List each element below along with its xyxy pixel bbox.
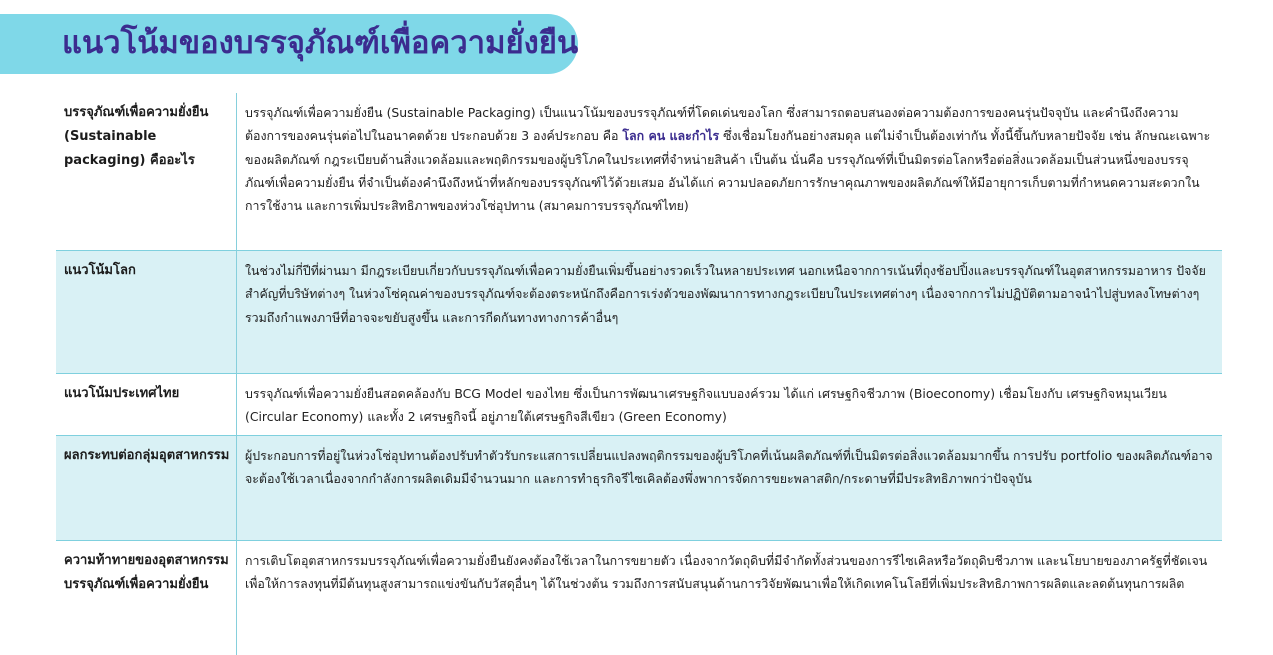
- row-content: บรรจุภัณฑ์เพื่อความยั่งยืนสอดคล้องกับ BCG Model ของไทย ซึ่งเป็นการพัฒนาเศรษฐกิจแบบองค์รวม ได้แก่ เศรษฐกิจชีวภาพ (Bioeconomy) เชื่อมโยงกับ เศรษฐกิจหมุนเวียน (Circular Economy) และทั้ง 2 เศรษฐกิจนี้ อยู่ภายใต้เศรษฐกิจสีเขียว (Green Economy): [245, 386, 1167, 425]
- row-content: ในช่วงไม่กี่ปีที่ผ่านมา มีกฎระเบียบเกี่ยวกับบรรจุภัณฑ์เพื่อความยั่งยืนเพิ่มขึ้นอย่างรวดเร็วในหลายประเทศ นอกเหนือจากการเน้นที่ถุงช้อปปิ้งและบรรจุภัณฑ์ในอุตสาหกรรมอาหาร ปัจจัยสำคัญที่บริษัทต่างๆ ในห่วงโซ่คุณค่าของบรรจุภัณฑ์จะต้องตระหนักถึงคือการเร่งตัวของพัฒนาการทางกฎระเบียบในประเทศต่างๆ เนื่องจากการไม่ปฏิบัติตามอาจนำไปสู่บทลงโทษต่างๆ รวมถึงกำแพงภาษีที่อาจจะขยับสูงขึ้น และการกีดกันทางทางการค้าอื่นๆ: [245, 263, 1206, 325]
- info-table: [56, 93, 1222, 655]
- table-row-thailand-trend: [56, 373, 1222, 435]
- row-content: ผู้ประกอบการที่อยู่ในห่วงโซ่อุปทานต้องปรับทำตัวรับกระแสการเปลี่ยนแปลงพฤติกรรมของผู้บริโภคที่เน้นผลิตภัณฑ์ที่เป็นมิตรต่อสิ่งแวดล้อมมากขึ้น การปรับ portfolio ของผลิตภัณฑ์อาจจะต้องใช้เวลาเนื่องจากกำลังการผลิตเดิมมีจำนวนมาก และการทำธุรกิจรีไซเคิลต้องพึ่งพาการจัดการขยะพลาสติก/กระดาษที่มีประสิทธิภาพกว่าปัจจุบัน: [245, 448, 1213, 487]
- column-divider: [236, 93, 237, 655]
- row-label: ความท้าทายของอุตสาหกรรมบรรจุภัณฑ์เพื่อความยั่งยืน: [64, 553, 229, 592]
- row-label: แนวโน้มประเทศไทย: [64, 386, 180, 401]
- table-row-industry-impact: [56, 435, 1222, 540]
- table-row-definition: [56, 93, 1222, 250]
- row-content: การเติบโตอุตสาหกรรมบรรจุภัณฑ์เพื่อความยั่งยืนยังคงต้องใช้เวลาในการขยายตัว เนื่องจากวัตถุดิบที่มีจำกัดทั้งส่วนของการรีไซเคิลหรือวัตถุดิบชีวภาพ และนโยบายของภาครัฐที่ชัดเจน เพื่อให้การลงทุนที่มีต้นทุนสูงสามารถแข่งขันกับวัสดุอื่นๆ ได้ในช่วงต้น รวมถึงการสนับสนุนด้านการวิจัยพัฒนาเพื่อให้เกิดเทคโนโลยีที่เพิ่มประสิทธิภาพการผลิตและลดต้นทุนการผลิต: [245, 553, 1208, 592]
- row-label: บรรจุภัณฑ์เพื่อความยั่งยืน (Sustainable packaging) คืออะไร: [64, 105, 209, 168]
- row-label: แนวโน้มโลก: [64, 263, 136, 278]
- content-text-after: ซึ่งเชื่อมโยงกันอย่างสมดุล แต่ไม่จำเป็นต้องเท่ากัน ทั้งนี้ขึ้นกับหลายปัจจัย เช่น ลักษณะเฉพาะของผลิตภัณฑ์ กฎระเบียบด้านสิ่งแวดล้อมและพฤติกรรมของผู้บริโภคในประเทศที่จำหน่ายสินค้า เป็นต้น นั่นคือ บรรจุภัณฑ์ที่เป็นมิตรต่อโลกหรือต่อสิ่งแวดล้อมเป็นส่วนหนึ่งของบรรจุภัณฑ์เพื่อความยั่งยืน ที่จำเป็นต้องคำนึงถึงหน้าที่หลักของบรรจุภัณฑ์ไว้ด้วยเสมอ อันได้แก่ ความปลอดภัยการรักษาคุณภาพของผลิตภัณฑ์ให้มีอายุการเก็บตามที่กำหนดความสะดวกในการใช้งาน และการเพิ่มประสิทธิภาพของห่วงโซ่อุปทาน (สมาคมการบรรจุภัณฑ์ไทย): [245, 128, 1211, 214]
- page-title: แนวโน้มของบรรจุภัณฑ์เพื่อความยั่งยืน: [62, 25, 579, 61]
- content-text-before: บรรจุภัณฑ์เพื่อความยั่งยืน (Sustainable Packaging) เป็นแนวโน้มของบรรจุภัณฑ์ที่โดดเด่นของโลก ซึ่งสามารถตอบสนองต่อความต้องการของคนรุ่นปัจจุบัน และคำนึงถึงความต้องการของคนรุ่นต่อไปในอนาคตด้วย ประกอบด้วย 3 องค์ประกอบ คือ: [245, 105, 1179, 144]
- table-row-global-trend: [56, 250, 1222, 373]
- content-highlight: โลก คน และกำไร: [622, 128, 720, 144]
- row-content: [245, 101, 1215, 217]
- table-row-challenges: [56, 540, 1222, 655]
- row-label: ผลกระทบต่อกลุ่มอุตสาหกรรม: [64, 448, 230, 463]
